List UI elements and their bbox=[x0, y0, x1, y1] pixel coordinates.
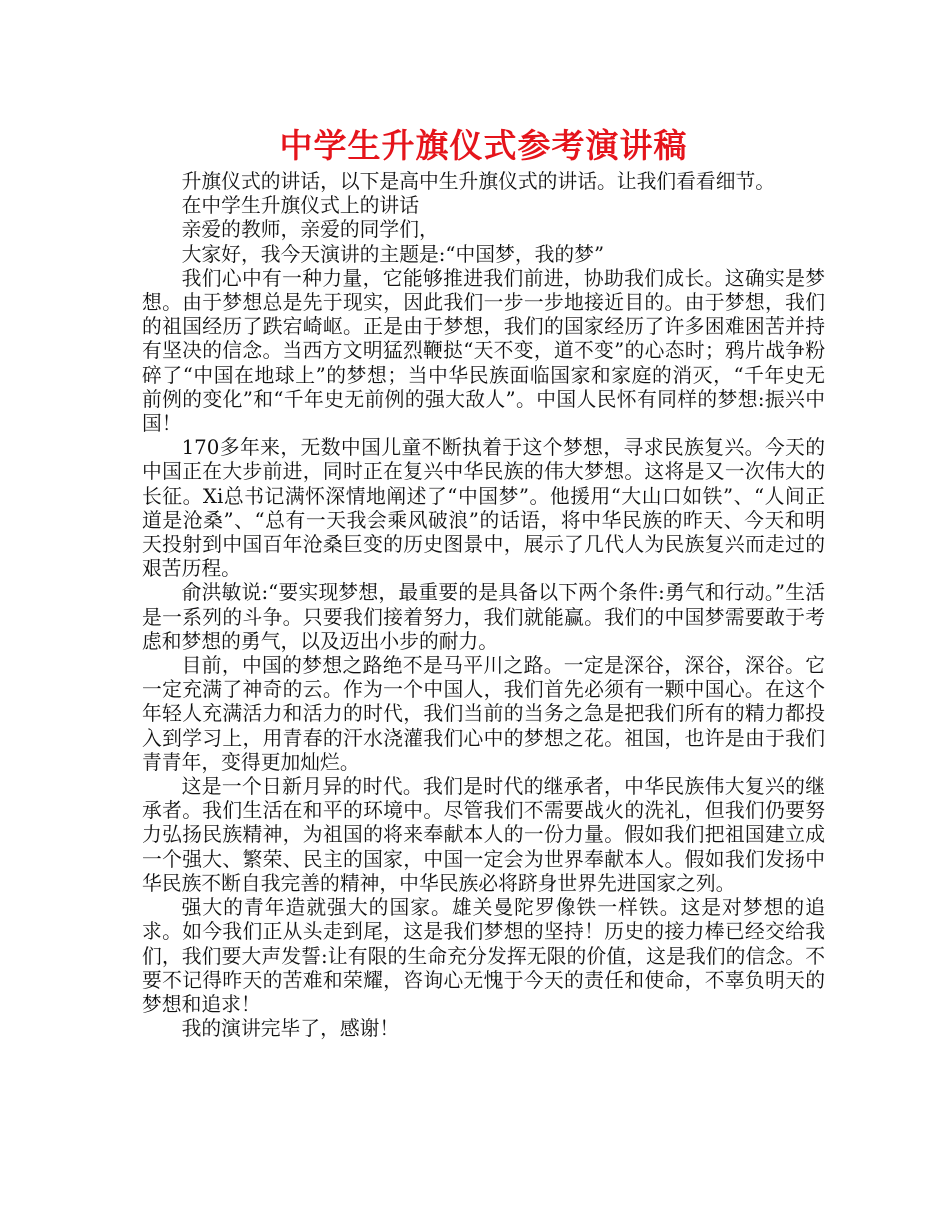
body-paragraph: 目前，中国的梦想之路绝不是马平川之路。一定是深谷，深谷，深谷。它一定充满了神奇的云。作为一个中国人，我们首先必须有一颗中国心。在这个年轻人充满活力和活力的时代，我们当前的当务之急是把我们所有的精力都投入到学习上，用青春的汗水浇灌我们心中的梦想之花。祖国，也许是由于我们青青年，变得更加灿烂。 bbox=[142, 654, 825, 774]
body-paragraph: 强大的青年造就强大的国家。雄关曼陀罗像铁一样铁。这是对梦想的追求。如今我们正从头走到尾，这是我们梦想的坚持！历史的接力棒已经交给我们，我们要大声发誓:让有限的生命充分发挥无限的价值，这是我们的信念。不要不记得昨天的苦难和荣耀，咨询心无愧于今天的责任和使命，不辜负明天的梦想和追求！ bbox=[142, 896, 825, 1016]
greeting: 大家好，我今天演讲的主题是:“中国梦，我的梦” bbox=[181, 242, 605, 266]
document-page bbox=[142, 122, 825, 1041]
salutation: 亲爱的教师，亲爱的同学们， bbox=[181, 218, 439, 242]
body-paragraph: 170多年来，无数中国儿童不断执着于这个梦想，寻求民族复兴。今天的中国正在大步前进，同时正在复兴中华民族的伟大梦想。这将是又一次伟大的长征。Xi总书记满怀深情地阐述了“中国梦”。他援用“大山口如铁”、“人间正道是沧桑”、“总有一天我会乘风破浪”的话语，将中华民族的昨天、今天和明天投射到中国百年沧桑巨变的历史图景中，展示了几代人为民族复兴而走过的艰苦历程。 bbox=[142, 436, 825, 581]
closing-paragraph: 我的演讲完毕了，感谢！ bbox=[181, 1017, 400, 1041]
document-title: 中学生升旗仪式参考演讲稿 bbox=[279, 126, 688, 165]
intro-paragraph: 升旗仪式的讲话，以下是高中生升旗仪式的讲话。让我们看看细节。 bbox=[181, 170, 776, 193]
body-paragraph: 这是一个日新月异的时代。我们是时代的继承者，中华民族伟大复兴的继承者。我们生活在和平的环境中。尽管我们不需要战火的洗礼，但我们仍要努力弘扬民族精神，为祖国的将来奉献本人的一份力量。假如我们把祖国建立成一个强大、繁荣、民主的国家，中国一定会为世界奉献本人。假如我们发扬中华民族不断自我完善的精神，中华民族必将跻身世界先进国家之列。 bbox=[142, 775, 825, 895]
speech-heading: 在中学生升旗仪式上的讲话 bbox=[181, 194, 419, 218]
document-body bbox=[142, 170, 825, 1041]
body-paragraph: 我们心中有一种力量，它能够推进我们前进，协助我们成长。这确实是梦想。由于梦想总是先于现实，因此我们一步一步地接近目的。由于梦想，我们的祖国经历了跌宕崎岖。正是由于梦想，我们的国家经历了许多困难困苦并持有坚决的信念。当西方文明猛烈鞭挞“天不变，道不变”的心态时；鸦片战争粉碎了“中国在地球上”的梦想；当中华民族面临国家和家庭的消灭，“千年史无前例的变化”和“千年史无前例的强大敌人”。中国人民怀有同样的梦想:振兴中国！ bbox=[142, 266, 825, 436]
body-paragraph: 俞洪敏说:“要实现梦想，最重要的是具备以下两个条件:勇气和行动。”生活是一系列的斗争。只要我们接着努力，我们就能赢。我们的中国梦需要敢于考虑和梦想的勇气，以及迈出小步的耐力。 bbox=[142, 581, 825, 653]
